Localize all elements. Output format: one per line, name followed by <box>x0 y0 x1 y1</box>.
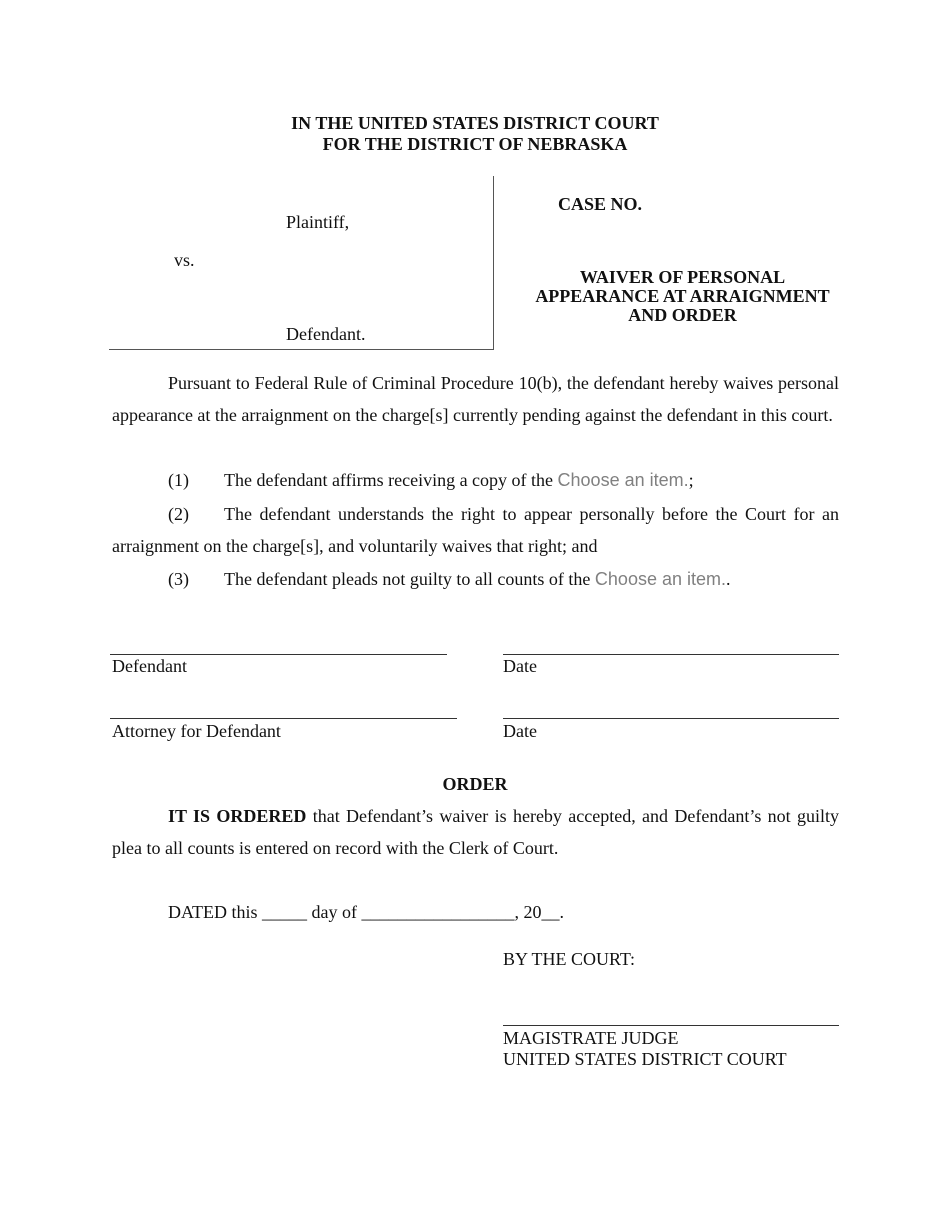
item-2 <box>112 498 839 562</box>
judge-title: MAGISTRATE JUDGE <box>503 1028 679 1048</box>
defendant-signature-label: Defendant <box>112 656 187 676</box>
date-signature-line <box>503 718 839 719</box>
item-1 <box>112 464 839 496</box>
order-paragraph <box>112 800 839 864</box>
caption-divider-vertical <box>493 176 494 350</box>
attorney-signature-label: Attorney for Defendant <box>112 721 281 741</box>
caption-divider-horizontal <box>109 349 494 350</box>
plaintiff-label: Plaintiff, <box>286 212 350 232</box>
date-label: Date <box>503 656 537 676</box>
case-number-label: CASE NO. <box>558 194 643 214</box>
judge-court: UNITED STATES DISTRICT COURT <box>503 1049 787 1069</box>
judge-signature-block <box>503 1028 787 1070</box>
court-heading <box>0 113 950 155</box>
defendant-caption-label: Defendant. <box>286 324 366 344</box>
item-number: (3) <box>168 569 189 589</box>
choose-item-dropdown[interactable]: Choose an item. <box>594 569 726 589</box>
attorney-signature-line <box>110 718 457 719</box>
date-signature-line <box>503 654 839 655</box>
document-title-line: WAIVER OF PERSONAL <box>579 267 786 287</box>
dated-line: DATED this _____ day of _________________, 20__. <box>168 902 564 922</box>
item-number: (2) <box>168 504 189 524</box>
item-text: The defendant affirms receiving a copy of the <box>224 470 558 490</box>
document-title <box>515 268 850 325</box>
by-the-court-label: BY THE COURT: <box>503 949 636 969</box>
order-heading: ORDER <box>442 774 508 794</box>
choose-item-dropdown[interactable]: Choose an item. <box>557 470 689 490</box>
defendant-signature-line <box>110 654 447 655</box>
item-punctuation: . <box>726 569 731 589</box>
item-number: (1) <box>168 470 189 490</box>
date-label: Date <box>503 721 537 741</box>
item-3 <box>112 563 839 595</box>
item-punctuation: ; <box>688 470 694 490</box>
document-title-line: AND ORDER <box>628 305 737 325</box>
item-text: The defendant understands the right to appear personally before the Court for an arraignment on the charge[s], and voluntarily waives that right; and <box>112 504 839 556</box>
document-title-line: APPEARANCE AT ARRAIGNMENT <box>535 286 830 306</box>
intro-paragraph: Pursuant to Federal Rule of Criminal Procedure 10(b), the defendant hereby waives personal appearance at the arraignment on the charge[s] currently pending against the defendant in this court. <box>112 373 839 425</box>
order-text: that Defendant’s waiver is hereby accepted, and Defendant’s not guilty plea to all counts is entered on record with the Clerk of Court. <box>112 806 839 858</box>
item-text: The defendant pleads not guilty to all counts of the <box>224 569 595 589</box>
judge-signature-line <box>503 1025 839 1026</box>
court-name: IN THE UNITED STATES DISTRICT COURT <box>291 113 659 133</box>
order-lead: IT IS ORDERED <box>168 806 307 826</box>
court-district: FOR THE DISTRICT OF NEBRASKA <box>322 134 628 154</box>
vs-label: vs. <box>174 250 195 270</box>
